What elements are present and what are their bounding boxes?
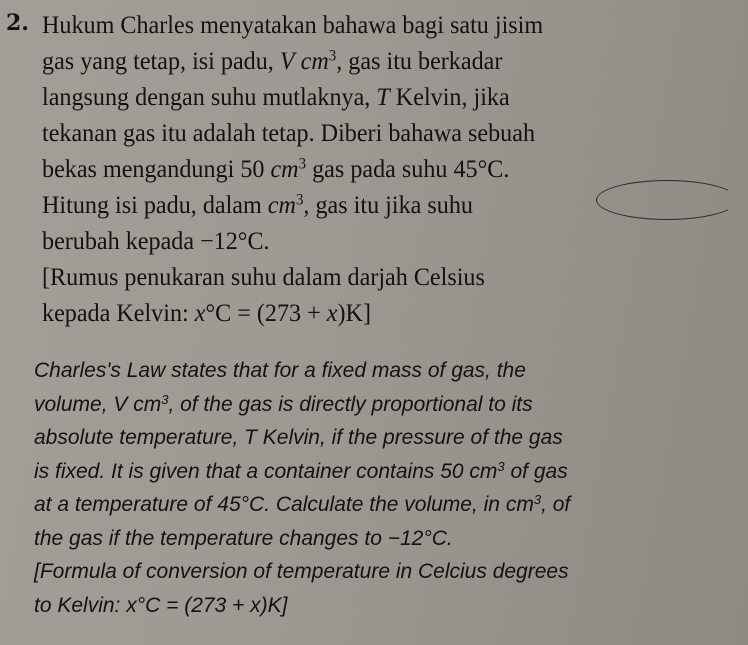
text-run: Hitung isi padu, dalam — [42, 192, 268, 219]
text-run: to Kelvin: x°C = (273 + x)K] — [34, 593, 288, 617]
text-run: x — [194, 300, 206, 327]
text-run: berubah kepada −12°C. — [42, 228, 270, 255]
english-text-line — [34, 555, 746, 589]
text-run: , of — [541, 493, 571, 516]
english-text-line — [34, 455, 746, 489]
malay-text-line — [42, 260, 718, 296]
text-run: x — [326, 300, 338, 327]
text-run: of gas — [504, 459, 568, 483]
text-run: )K] — [337, 300, 371, 327]
text-run: [Rumus penukaran suhu dalam darjah Celsius — [42, 264, 485, 291]
text-run: gas yang tetap, isi padu, — [42, 48, 280, 75]
malay-text-line — [42, 116, 718, 152]
text-run: langsung dengan suhu mutlaknya, — [42, 84, 377, 111]
malay-text-line — [42, 224, 718, 260]
english-text-line — [34, 589, 746, 623]
text-run: gas pada suhu 45°C. — [306, 156, 510, 183]
malay-text-line — [42, 8, 718, 44]
malay-text-line — [42, 152, 718, 188]
malay-text-line — [42, 44, 718, 80]
english-text-line — [34, 388, 746, 422]
text-run: Kelvin, jika — [389, 84, 510, 111]
text-run: is fixed. It is given that a container contains 50 cm — [34, 459, 498, 483]
pen-circle-annotation — [596, 180, 738, 220]
superscript: 3 — [298, 155, 307, 173]
malay-text-line — [42, 80, 718, 116]
text-run: Charles's Law states that for a fixed mass of gas, the — [34, 359, 526, 382]
text-run: , gas itu jika suhu — [303, 192, 473, 219]
superscript: 3 — [533, 491, 542, 507]
english-text-line — [34, 522, 746, 556]
malay-text-line — [42, 296, 718, 332]
english-text-line — [34, 488, 746, 522]
text-run: , of the gas is directly proportional to its — [168, 392, 533, 416]
superscript: 3 — [295, 191, 304, 209]
text-run: cm — [270, 156, 299, 183]
text-run: , gas itu berkadar — [336, 48, 503, 75]
malay-question-text — [42, 8, 718, 332]
text-run: cm — [300, 48, 329, 75]
text-run: tekanan gas itu adalah tetap. Diberi bahawa sebuah — [42, 120, 536, 147]
english-text-line — [34, 421, 746, 455]
text-run: cm — [267, 192, 296, 219]
superscript: 3 — [328, 47, 337, 65]
text-run: volume, V cm — [34, 392, 162, 416]
text-run: Hukum Charles menyatakan bahawa bagi satu jisim — [42, 12, 544, 39]
text-run: [Formula of conversion of temperature in Celcius degrees — [34, 560, 569, 583]
text-run: °C = (273 + — [205, 300, 327, 327]
question-number: 2. — [6, 10, 29, 36]
text-run: the gas if the temperature changes to −12°C. — [34, 526, 453, 550]
text-run: kepada Kelvin: — [42, 300, 195, 327]
english-text-line — [34, 354, 746, 388]
text-run: bekas mengandungi 50 — [42, 156, 271, 183]
text-run: T — [376, 84, 390, 111]
text-run: V — [279, 48, 295, 75]
superscript: 3 — [161, 391, 169, 407]
text-run: at a temperature of 45°C. Calculate the volume, in cm — [34, 493, 534, 516]
superscript: 3 — [497, 458, 505, 474]
text-run: absolute temperature, T Kelvin, if the pressure of the gas — [34, 426, 563, 449]
english-question-text — [34, 354, 746, 622]
